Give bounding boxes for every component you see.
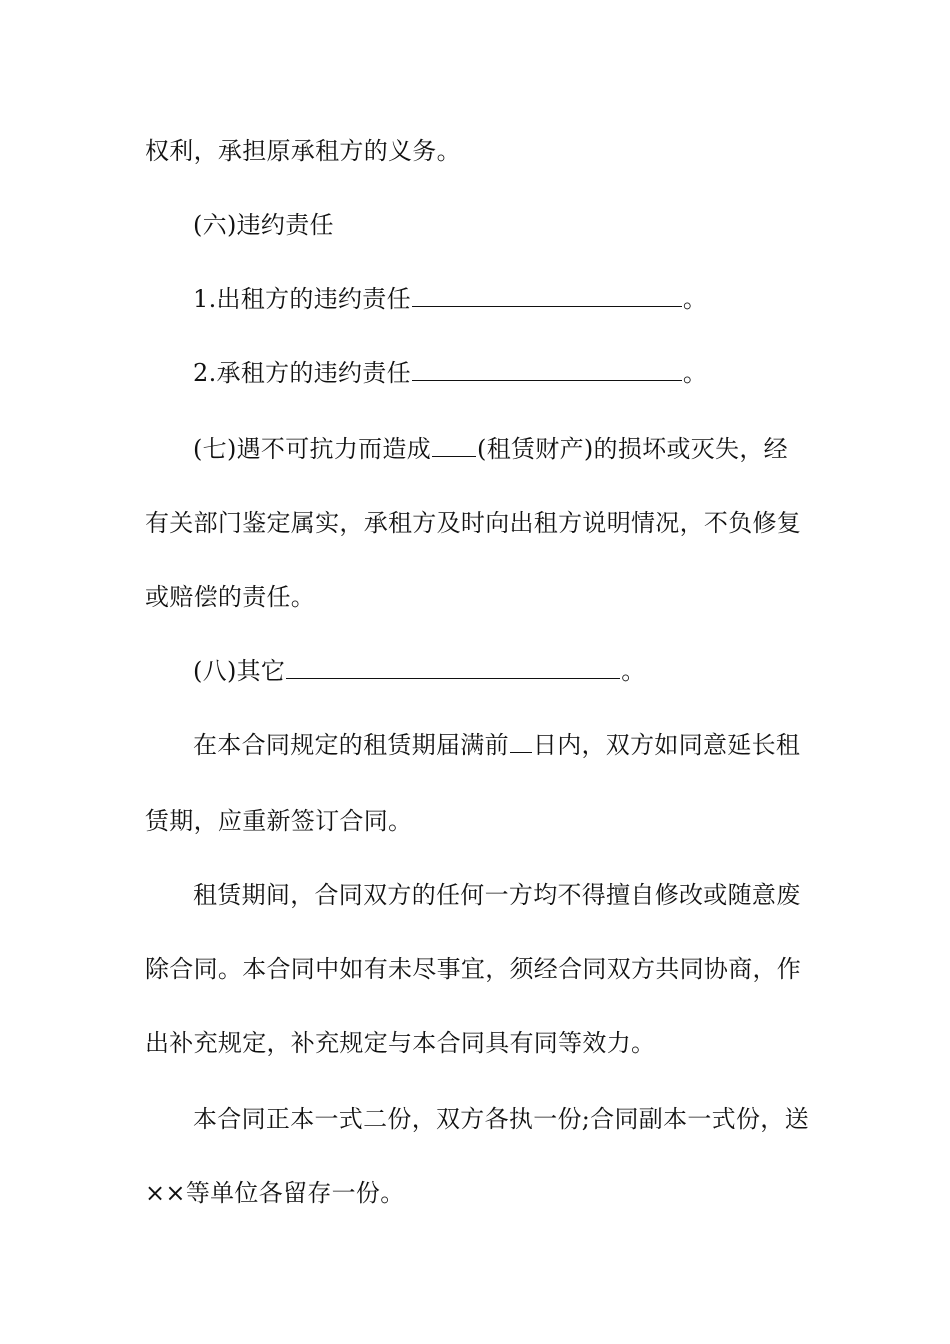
fill-in-blank	[432, 436, 476, 457]
paragraph-line	[145, 1028, 815, 1058]
line-text: (八)其它	[193, 657, 286, 685]
paragraph-line	[193, 730, 863, 760]
line-text: 在本合同规定的租赁期届满前	[193, 731, 509, 759]
paragraph-line	[145, 508, 815, 538]
line-text: 出补充规定，补充规定与本合同具有同等效力。	[145, 1029, 656, 1057]
paragraph-line	[145, 954, 815, 984]
paragraph-line	[193, 434, 863, 464]
paragraph-line	[145, 582, 815, 612]
line-text: 或赔偿的责任。	[145, 583, 316, 611]
line-text: 2.承租方的违约责任	[193, 359, 411, 387]
paragraph-line	[193, 284, 863, 314]
fill-in-blank	[412, 286, 682, 307]
paragraph-line	[193, 358, 863, 388]
fill-in-blank	[412, 360, 682, 381]
paragraph-line	[145, 136, 815, 166]
line-text: (七)遇不可抗力而造成	[193, 435, 432, 463]
paragraph-line	[193, 656, 863, 686]
fill-in-blank	[510, 732, 532, 753]
section-heading-breach-liability	[193, 210, 863, 240]
line-text: 除合同。本合同中如有未尽事宜，须经合同双方共同协商，作	[145, 955, 802, 983]
line-text: 租赁期间，合同双方的任何一方均不得擅自修改或随意废	[193, 881, 801, 909]
line-text: 本合同正本一式二份，双方各执一份;合同副本一式份，送	[193, 1105, 809, 1133]
line-text: 权利，承担原承租方的义务。	[145, 137, 461, 165]
line-text: 日内，双方如同意延长租	[532, 731, 801, 759]
line-text: (六)违约责任	[193, 211, 334, 239]
line-text: 。	[621, 657, 646, 685]
line-text: 赁期，应重新签订合同。	[145, 807, 413, 835]
line-text: ××等单位各留存一份。	[145, 1179, 405, 1207]
fill-in-blank	[286, 658, 620, 679]
paragraph-line	[193, 880, 863, 910]
paragraph-line	[193, 1104, 863, 1134]
line-text: (租赁财产)的损坏或灭失，经	[477, 435, 788, 463]
line-text: 。	[682, 359, 708, 387]
paragraph-line	[145, 1178, 815, 1208]
line-text: 1.出租方的违约责任	[193, 285, 411, 313]
line-text: 。	[682, 285, 708, 313]
paragraph-line	[145, 806, 815, 836]
line-text: 有关部门鉴定属实，承租方及时向出租方说明情况，不负修复	[145, 509, 802, 537]
